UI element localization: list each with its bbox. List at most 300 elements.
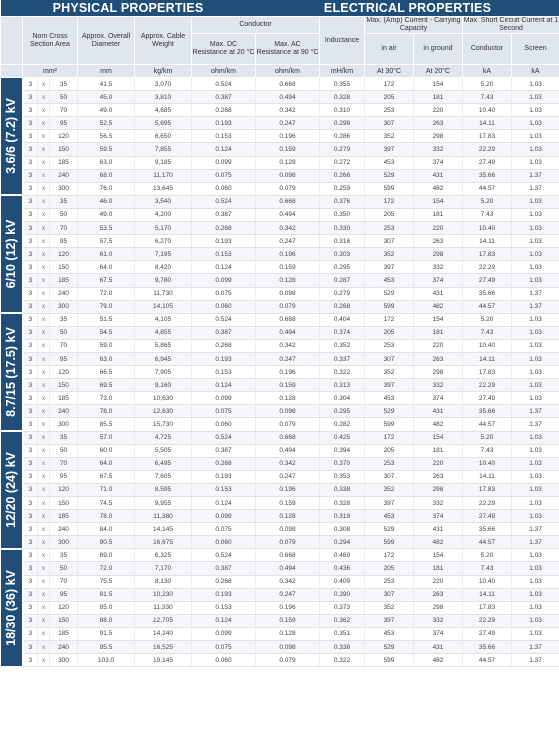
unit-sc-conductor: kA <box>463 65 512 78</box>
cell-inductance: 0.353 <box>320 470 365 483</box>
cell-inductance: 0.295 <box>320 405 365 418</box>
cell-cable-weight: 16,675 <box>135 536 192 549</box>
cell-current-in-air: 172 <box>365 431 414 444</box>
cell-overall-diameter: 103.0 <box>78 654 135 667</box>
cell-sc-conductor: 27.49 <box>463 510 512 523</box>
cell-dc-resistance: 0.075 <box>192 523 256 536</box>
cell-times-sign: x <box>38 562 50 575</box>
cell-cores: 3 <box>23 431 38 444</box>
cell-dc-resistance: 0.124 <box>192 143 256 156</box>
cell-current-in-ground: 482 <box>414 182 463 195</box>
cell-dc-resistance: 0.268 <box>192 339 256 352</box>
cell-current-in-ground: 431 <box>414 641 463 654</box>
cell-dc-resistance: 0.060 <box>192 300 256 313</box>
cell-ac-resistance: 0.196 <box>256 248 320 261</box>
cell-inductance: 0.287 <box>320 274 365 287</box>
cell-times-sign: x <box>38 104 50 117</box>
cell-dc-resistance: 0.075 <box>192 287 256 300</box>
cell-current-in-air: 453 <box>365 274 414 287</box>
cell-inductance: 0.436 <box>320 562 365 575</box>
table-row <box>1 536 559 549</box>
cell-ac-resistance: 0.342 <box>256 339 320 352</box>
cell-current-in-air: 352 <box>365 248 414 261</box>
cell-cores: 3 <box>23 470 38 483</box>
cell-current-in-ground: 332 <box>414 379 463 392</box>
unit-inductance: mH/km <box>320 65 365 78</box>
cell-sc-conductor: 14.11 <box>463 235 512 248</box>
cell-cross-section: 120 <box>50 130 78 143</box>
cell-sc-conductor: 14.11 <box>463 470 512 483</box>
cell-ac-resistance: 0.247 <box>256 470 320 483</box>
cell-overall-diameter: 64.0 <box>78 457 135 470</box>
electrical-properties-band: ELECTRICAL PROPERTIES <box>256 0 559 17</box>
cell-sc-conductor: 10.40 <box>463 339 512 352</box>
cell-sc-screen: 1.03 <box>512 431 559 444</box>
cell-sc-conductor: 14.11 <box>463 117 512 130</box>
cell-current-in-air: 307 <box>365 235 414 248</box>
cell-cross-section: 70 <box>50 575 78 588</box>
cell-overall-diameter: 67.5 <box>78 274 135 287</box>
cell-cores: 3 <box>23 182 38 195</box>
cell-sc-screen: 1.03 <box>512 339 559 352</box>
cell-dc-resistance: 0.524 <box>192 313 256 326</box>
cell-ac-resistance: 0.668 <box>256 431 320 444</box>
cell-current-in-air: 453 <box>365 156 414 169</box>
nom-cross-section-header: Nom Cross Section Area <box>23 17 78 65</box>
cell-overall-diameter: 45.0 <box>78 91 135 104</box>
cell-sc-conductor: 44.57 <box>463 418 512 431</box>
cell-cable-weight: 7,170 <box>135 562 192 575</box>
cell-sc-screen: 1.03 <box>512 614 559 627</box>
cell-ac-resistance: 0.098 <box>256 641 320 654</box>
cell-times-sign: x <box>38 497 50 510</box>
cell-cores: 3 <box>23 536 38 549</box>
cell-cross-section: 70 <box>50 104 78 117</box>
cell-cores: 3 <box>23 627 38 640</box>
cell-cross-section: 240 <box>50 169 78 182</box>
cell-sc-screen: 1.03 <box>512 510 559 523</box>
cell-dc-resistance: 0.153 <box>192 483 256 496</box>
cell-cores: 3 <box>23 497 38 510</box>
cell-inductance: 0.409 <box>320 575 365 588</box>
cell-sc-screen: 1.03 <box>512 549 559 562</box>
cell-times-sign: x <box>38 444 50 457</box>
cell-cable-weight: 6,650 <box>135 130 192 143</box>
cell-current-in-air: 172 <box>365 78 414 91</box>
cell-times-sign: x <box>38 510 50 523</box>
cell-cross-section: 240 <box>50 523 78 536</box>
voltage-rating-text: 8.7/15 (17.5) kV <box>4 327 18 417</box>
cell-ac-resistance: 0.494 <box>256 562 320 575</box>
cell-dc-resistance: 0.387 <box>192 208 256 221</box>
sc-conductor-header: Conductor <box>463 34 512 65</box>
cell-cross-section: 150 <box>50 143 78 156</box>
cell-sc-conductor: 22.29 <box>463 143 512 156</box>
cell-overall-diameter: 78.0 <box>78 405 135 418</box>
cell-sc-screen: 1.03 <box>512 248 559 261</box>
cell-current-in-air: 172 <box>365 549 414 562</box>
cell-sc-conductor: 7.43 <box>463 562 512 575</box>
cell-ac-resistance: 0.098 <box>256 287 320 300</box>
cell-cable-weight: 7,855 <box>135 143 192 156</box>
cell-sc-screen: 1.03 <box>512 326 559 339</box>
cell-cross-section: 300 <box>50 300 78 313</box>
table-row <box>1 575 559 588</box>
cell-times-sign: x <box>38 614 50 627</box>
cell-sc-conductor: 10.40 <box>463 457 512 470</box>
cell-ac-resistance: 0.342 <box>256 457 320 470</box>
cell-inductance: 0.394 <box>320 444 365 457</box>
cell-cores: 3 <box>23 601 38 614</box>
cell-cable-weight: 6,495 <box>135 457 192 470</box>
cell-cross-section: 95 <box>50 235 78 248</box>
cell-times-sign: x <box>38 418 50 431</box>
cell-cores: 3 <box>23 588 38 601</box>
cell-ac-resistance: 0.494 <box>256 444 320 457</box>
cell-sc-screen: 1.03 <box>512 208 559 221</box>
cell-cross-section: 300 <box>50 418 78 431</box>
table-row <box>1 208 559 221</box>
cell-current-in-air: 599 <box>365 536 414 549</box>
unit-sc-screen: kA <box>512 65 559 78</box>
cell-ac-resistance: 0.159 <box>256 614 320 627</box>
cell-ac-resistance: 0.098 <box>256 523 320 536</box>
cell-ac-resistance: 0.668 <box>256 78 320 91</box>
cell-current-in-air: 397 <box>365 261 414 274</box>
cell-overall-diameter: 74.5 <box>78 497 135 510</box>
table-row <box>1 470 559 483</box>
cell-cross-section: 150 <box>50 261 78 274</box>
cell-current-in-ground: 374 <box>414 627 463 640</box>
table-row <box>1 326 559 339</box>
cell-times-sign: x <box>38 457 50 470</box>
cell-overall-diameter: 59.5 <box>78 143 135 156</box>
cell-ac-resistance: 0.247 <box>256 235 320 248</box>
cell-sc-screen: 1.03 <box>512 352 559 365</box>
cell-sc-screen: 1.03 <box>512 575 559 588</box>
table-row <box>1 431 559 444</box>
inductance-header: Inductance <box>320 17 365 65</box>
cell-dc-resistance: 0.153 <box>192 366 256 379</box>
cell-dc-resistance: 0.099 <box>192 510 256 523</box>
cell-inductance: 0.330 <box>320 222 365 235</box>
cell-ac-resistance: 0.494 <box>256 91 320 104</box>
cell-sc-screen: 1.37 <box>512 418 559 431</box>
voltage-rating-label <box>1 431 23 549</box>
cell-dc-resistance: 0.124 <box>192 261 256 274</box>
unit-weight: kg/km <box>135 65 192 78</box>
cell-current-in-ground: 374 <box>414 392 463 405</box>
cell-cores: 3 <box>23 300 38 313</box>
cell-cross-section: 70 <box>50 457 78 470</box>
cell-dc-resistance: 0.193 <box>192 117 256 130</box>
cell-dc-resistance: 0.060 <box>192 182 256 195</box>
cell-cable-weight: 9,185 <box>135 156 192 169</box>
cell-dc-resistance: 0.099 <box>192 627 256 640</box>
cell-current-in-ground: 431 <box>414 523 463 536</box>
cell-cable-weight: 11,730 <box>135 287 192 300</box>
unit-ac-resistance: ohm/km <box>256 65 320 78</box>
cell-current-in-air: 352 <box>365 601 414 614</box>
cell-sc-screen: 1.37 <box>512 536 559 549</box>
cell-inductance: 0.310 <box>320 104 365 117</box>
cell-cores: 3 <box>23 418 38 431</box>
cell-sc-conductor: 7.43 <box>463 326 512 339</box>
cell-inductance: 0.374 <box>320 326 365 339</box>
table-row <box>1 274 559 287</box>
cell-cores: 3 <box>23 510 38 523</box>
cell-inductance: 0.298 <box>320 117 365 130</box>
cell-current-in-ground: 263 <box>414 470 463 483</box>
cell-current-in-ground: 374 <box>414 510 463 523</box>
cell-inductance: 0.286 <box>320 130 365 143</box>
cell-cores: 3 <box>23 562 38 575</box>
cell-ac-resistance: 0.098 <box>256 405 320 418</box>
cell-times-sign: x <box>38 431 50 444</box>
table-row <box>1 457 559 470</box>
cell-overall-diameter: 85.5 <box>78 418 135 431</box>
voltage-rating-text: 18/30 (36) kV <box>4 569 18 646</box>
cell-current-in-ground: 332 <box>414 143 463 156</box>
cell-inductance: 0.404 <box>320 313 365 326</box>
cell-cable-weight: 3,070 <box>135 78 192 91</box>
cell-dc-resistance: 0.124 <box>192 614 256 627</box>
cell-times-sign: x <box>38 575 50 588</box>
sc-screen-header: Screen <box>512 34 559 65</box>
cell-ac-resistance: 0.247 <box>256 352 320 365</box>
cell-dc-resistance: 0.099 <box>192 156 256 169</box>
cell-sc-screen: 1.37 <box>512 287 559 300</box>
cell-cable-weight: 14,105 <box>135 300 192 313</box>
cell-times-sign: x <box>38 627 50 640</box>
cell-overall-diameter: 91.5 <box>78 627 135 640</box>
cell-times-sign: x <box>38 117 50 130</box>
max-current-header: Max. (Amp) Current - Carrying Capacity <box>366 17 461 32</box>
cell-current-in-ground: 154 <box>414 313 463 326</box>
table-row <box>1 405 559 418</box>
cell-inductance: 0.259 <box>320 182 365 195</box>
cell-dc-resistance: 0.099 <box>192 392 256 405</box>
cell-cross-section: 95 <box>50 117 78 130</box>
cell-current-in-air: 307 <box>365 470 414 483</box>
cell-cross-section: 240 <box>50 405 78 418</box>
cell-ac-resistance: 0.079 <box>256 654 320 667</box>
cell-current-in-ground: 482 <box>414 418 463 431</box>
voltage-rating-text: 3.6/6 (7.2) kV <box>4 98 18 175</box>
unit-diameter: mm <box>78 65 135 78</box>
cell-current-in-air: 172 <box>365 195 414 208</box>
cell-sc-conductor: 17.83 <box>463 601 512 614</box>
cell-cable-weight: 13,645 <box>135 182 192 195</box>
cell-cable-weight: 7,905 <box>135 366 192 379</box>
cell-times-sign: x <box>38 326 50 339</box>
cell-cross-section: 35 <box>50 78 78 91</box>
cell-times-sign: x <box>38 222 50 235</box>
cell-sc-screen: 1.03 <box>512 313 559 326</box>
cell-current-in-ground: 374 <box>414 274 463 287</box>
cell-cores: 3 <box>23 274 38 287</box>
cell-sc-conductor: 44.57 <box>463 300 512 313</box>
cell-dc-resistance: 0.387 <box>192 91 256 104</box>
cell-cores: 3 <box>23 575 38 588</box>
cell-overall-diameter: 73.0 <box>78 392 135 405</box>
cell-sc-conductor: 35.66 <box>463 405 512 418</box>
cell-ac-resistance: 0.098 <box>256 169 320 182</box>
table-row <box>1 287 559 300</box>
cell-overall-diameter: 51.5 <box>78 313 135 326</box>
voltage-rating-label <box>1 549 23 667</box>
cell-cable-weight: 15,730 <box>135 418 192 431</box>
cell-dc-resistance: 0.060 <box>192 418 256 431</box>
cell-sc-conductor: 14.11 <box>463 588 512 601</box>
cell-cable-weight: 11,330 <box>135 601 192 614</box>
cell-cable-weight: 6,325 <box>135 549 192 562</box>
cell-overall-diameter: 57.0 <box>78 431 135 444</box>
table-row <box>1 222 559 235</box>
cell-current-in-ground: 220 <box>414 457 463 470</box>
cell-dc-resistance: 0.124 <box>192 379 256 392</box>
cell-current-in-air: 529 <box>365 523 414 536</box>
cell-current-in-ground: 431 <box>414 287 463 300</box>
cell-times-sign: x <box>38 379 50 392</box>
cell-cable-weight: 4,725 <box>135 431 192 444</box>
cell-current-in-ground: 332 <box>414 614 463 627</box>
cell-overall-diameter: 66.5 <box>78 366 135 379</box>
cell-cable-weight: 5,865 <box>135 339 192 352</box>
unit-dc-resistance: ohm/km <box>192 65 256 78</box>
cell-inductance: 0.313 <box>320 379 365 392</box>
cell-current-in-air: 397 <box>365 614 414 627</box>
cell-dc-resistance: 0.524 <box>192 431 256 444</box>
cell-sc-conductor: 5.20 <box>463 549 512 562</box>
cell-current-in-air: 205 <box>365 562 414 575</box>
cell-overall-diameter: 61.0 <box>78 248 135 261</box>
cell-cable-weight: 10,230 <box>135 588 192 601</box>
cell-cable-weight: 12,630 <box>135 405 192 418</box>
cell-current-in-air: 205 <box>365 444 414 457</box>
cell-cores: 3 <box>23 287 38 300</box>
cell-cross-section: 240 <box>50 641 78 654</box>
voltage-rating-label <box>1 78 23 196</box>
cell-ac-resistance: 0.196 <box>256 366 320 379</box>
cell-overall-diameter: 52.5 <box>78 117 135 130</box>
cell-dc-resistance: 0.060 <box>192 654 256 667</box>
cell-sc-conductor: 17.83 <box>463 483 512 496</box>
cell-sc-conductor: 5.20 <box>463 78 512 91</box>
cell-dc-resistance: 0.153 <box>192 130 256 143</box>
cell-ac-resistance: 0.128 <box>256 156 320 169</box>
cell-current-in-air: 253 <box>365 457 414 470</box>
cell-cross-section: 50 <box>50 326 78 339</box>
cell-inductance: 0.390 <box>320 588 365 601</box>
cell-overall-diameter: 54.5 <box>78 326 135 339</box>
cell-overall-diameter: 49.0 <box>78 208 135 221</box>
cell-inductance: 0.303 <box>320 248 365 261</box>
cell-current-in-ground: 263 <box>414 235 463 248</box>
cell-sc-conductor: 5.20 <box>463 195 512 208</box>
cell-cross-section: 70 <box>50 339 78 352</box>
voltage-rating-text: 6/10 (12) kV <box>4 219 18 289</box>
cell-cross-section: 120 <box>50 483 78 496</box>
table-row <box>1 549 559 562</box>
cell-cable-weight: 8,420 <box>135 261 192 274</box>
cell-times-sign: x <box>38 641 50 654</box>
cell-current-in-ground: 220 <box>414 104 463 117</box>
cell-sc-conductor: 10.40 <box>463 104 512 117</box>
cell-sc-screen: 1.03 <box>512 235 559 248</box>
cell-current-in-air: 397 <box>365 143 414 156</box>
cell-sc-screen: 1.03 <box>512 562 559 575</box>
cell-current-in-ground: 431 <box>414 169 463 182</box>
table-row <box>1 418 559 431</box>
cell-sc-screen: 1.03 <box>512 91 559 104</box>
cell-times-sign: x <box>38 352 50 365</box>
cell-dc-resistance: 0.524 <box>192 195 256 208</box>
cell-times-sign: x <box>38 182 50 195</box>
cell-sc-screen: 1.03 <box>512 130 559 143</box>
cell-inductance: 0.308 <box>320 523 365 536</box>
cell-ac-resistance: 0.668 <box>256 549 320 562</box>
cell-inductance: 0.352 <box>320 339 365 352</box>
cell-current-in-ground: 332 <box>414 261 463 274</box>
cell-current-in-air: 397 <box>365 497 414 510</box>
cell-sc-screen: 1.03 <box>512 274 559 287</box>
cell-cores: 3 <box>23 156 38 169</box>
table-row <box>1 562 559 575</box>
cell-current-in-ground: 332 <box>414 497 463 510</box>
cell-inductance: 0.351 <box>320 627 365 640</box>
cell-ac-resistance: 0.668 <box>256 195 320 208</box>
cell-cores: 3 <box>23 379 38 392</box>
cell-inductance: 0.268 <box>320 300 365 313</box>
cell-dc-resistance: 0.060 <box>192 536 256 549</box>
cell-current-in-air: 529 <box>365 641 414 654</box>
cell-overall-diameter: 79.0 <box>78 300 135 313</box>
table-row <box>1 444 559 457</box>
cell-overall-diameter: 84.0 <box>78 523 135 536</box>
voltage-rating-label <box>1 313 23 431</box>
cell-ac-resistance: 0.668 <box>256 313 320 326</box>
table-row <box>1 91 559 104</box>
cell-dc-resistance: 0.268 <box>192 222 256 235</box>
cell-cable-weight: 8,130 <box>135 575 192 588</box>
cell-ac-resistance: 0.159 <box>256 261 320 274</box>
cell-inductance: 0.282 <box>320 418 365 431</box>
cell-cores: 3 <box>23 654 38 667</box>
cell-times-sign: x <box>38 339 50 352</box>
table-row <box>1 588 559 601</box>
cell-times-sign: x <box>38 169 50 182</box>
cell-cross-section: 50 <box>50 444 78 457</box>
cell-sc-screen: 1.03 <box>512 78 559 91</box>
cell-cores: 3 <box>23 326 38 339</box>
cell-ac-resistance: 0.079 <box>256 536 320 549</box>
cell-cross-section: 300 <box>50 536 78 549</box>
cell-times-sign: x <box>38 366 50 379</box>
cell-cable-weight: 4,855 <box>135 326 192 339</box>
unit-cross-section: mm² <box>23 65 78 78</box>
cell-current-in-ground: 482 <box>414 536 463 549</box>
cell-times-sign: x <box>38 300 50 313</box>
table-row <box>1 627 559 640</box>
cell-cable-weight: 16,525 <box>135 641 192 654</box>
cell-cores: 3 <box>23 117 38 130</box>
cell-current-in-air: 599 <box>365 300 414 313</box>
cell-sc-conductor: 44.57 <box>463 536 512 549</box>
cell-current-in-ground: 482 <box>414 300 463 313</box>
cell-overall-diameter: 63.0 <box>78 352 135 365</box>
cell-current-in-air: 453 <box>365 510 414 523</box>
